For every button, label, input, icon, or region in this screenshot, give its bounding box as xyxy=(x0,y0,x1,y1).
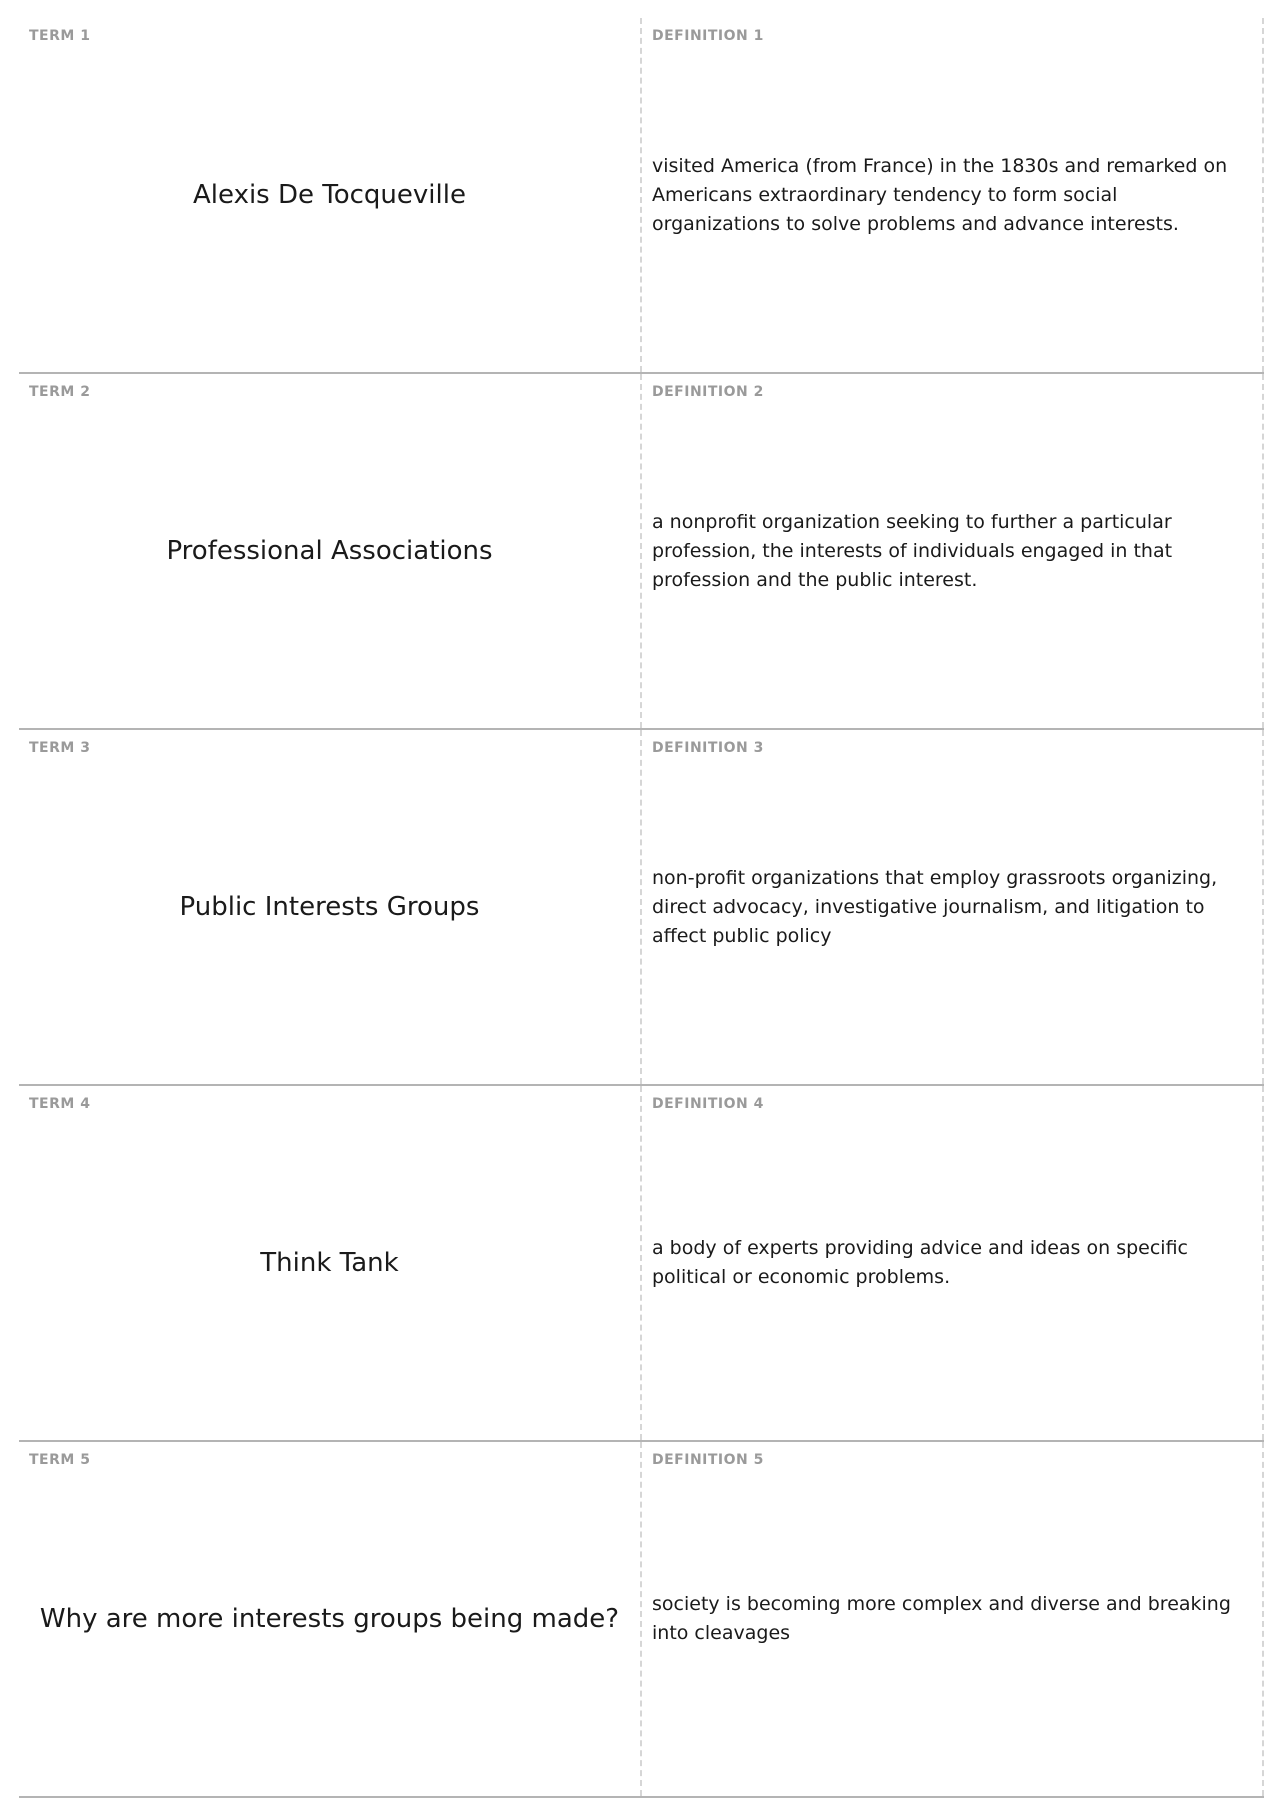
definition-cell xyxy=(642,1086,1264,1440)
definition-cell xyxy=(642,1442,1264,1796)
definition-label: DEFINITION 4 xyxy=(652,1096,764,1112)
term-cell xyxy=(19,1442,642,1796)
term-text: Think Tank xyxy=(260,1248,399,1278)
term-label: TERM 3 xyxy=(29,740,91,756)
definition-label: DEFINITION 5 xyxy=(652,1452,764,1468)
flashcard-row-2 xyxy=(19,374,1264,730)
definition-text: a nonprofit organization seeking to further a particular profession, the interests of individuals engaged in that profession and the public interest. xyxy=(652,510,1173,591)
term-label: TERM 4 xyxy=(29,1096,91,1112)
flashcard-row-5 xyxy=(19,1442,1264,1798)
definition-text: society is becoming more complex and diverse and breaking into cleavages xyxy=(652,1593,1231,1644)
definition-cell xyxy=(642,730,1264,1084)
definition-cell xyxy=(642,374,1264,728)
flashcard-row-3 xyxy=(19,730,1264,1086)
flashcard-sheet xyxy=(19,18,1264,1798)
term-text: Public Interests Groups xyxy=(179,892,480,922)
term-cell xyxy=(19,1086,642,1440)
term-label: TERM 1 xyxy=(29,28,91,44)
term-cell xyxy=(19,374,642,728)
term-label: TERM 2 xyxy=(29,384,91,400)
term-text: Alexis De Tocqueville xyxy=(193,180,466,210)
term-text: Why are more interests groups being made? xyxy=(39,1604,620,1634)
definition-text: visited America (from France) in the 1830s and remarked on Americans extraordinary tendency to form social organizations to solve problems and advance interests. xyxy=(652,154,1228,235)
definition-cell xyxy=(642,18,1264,372)
definition-label: DEFINITION 3 xyxy=(652,740,764,756)
definition-text: a body of experts providing advice and ideas on specific political or economic problems. xyxy=(652,1237,1188,1288)
term-label: TERM 5 xyxy=(29,1452,91,1468)
term-text: Professional Associations xyxy=(166,536,493,566)
definition-label: DEFINITION 2 xyxy=(652,384,764,400)
flashcard-row-1 xyxy=(19,18,1264,374)
term-cell xyxy=(19,730,642,1084)
definition-text: non-profit organizations that employ grassroots organizing, direct advocacy, investigative journalism, and litigation to affect public policy xyxy=(652,866,1218,947)
definition-label: DEFINITION 1 xyxy=(652,28,764,44)
term-cell xyxy=(19,18,642,372)
flashcard-row-4 xyxy=(19,1086,1264,1442)
